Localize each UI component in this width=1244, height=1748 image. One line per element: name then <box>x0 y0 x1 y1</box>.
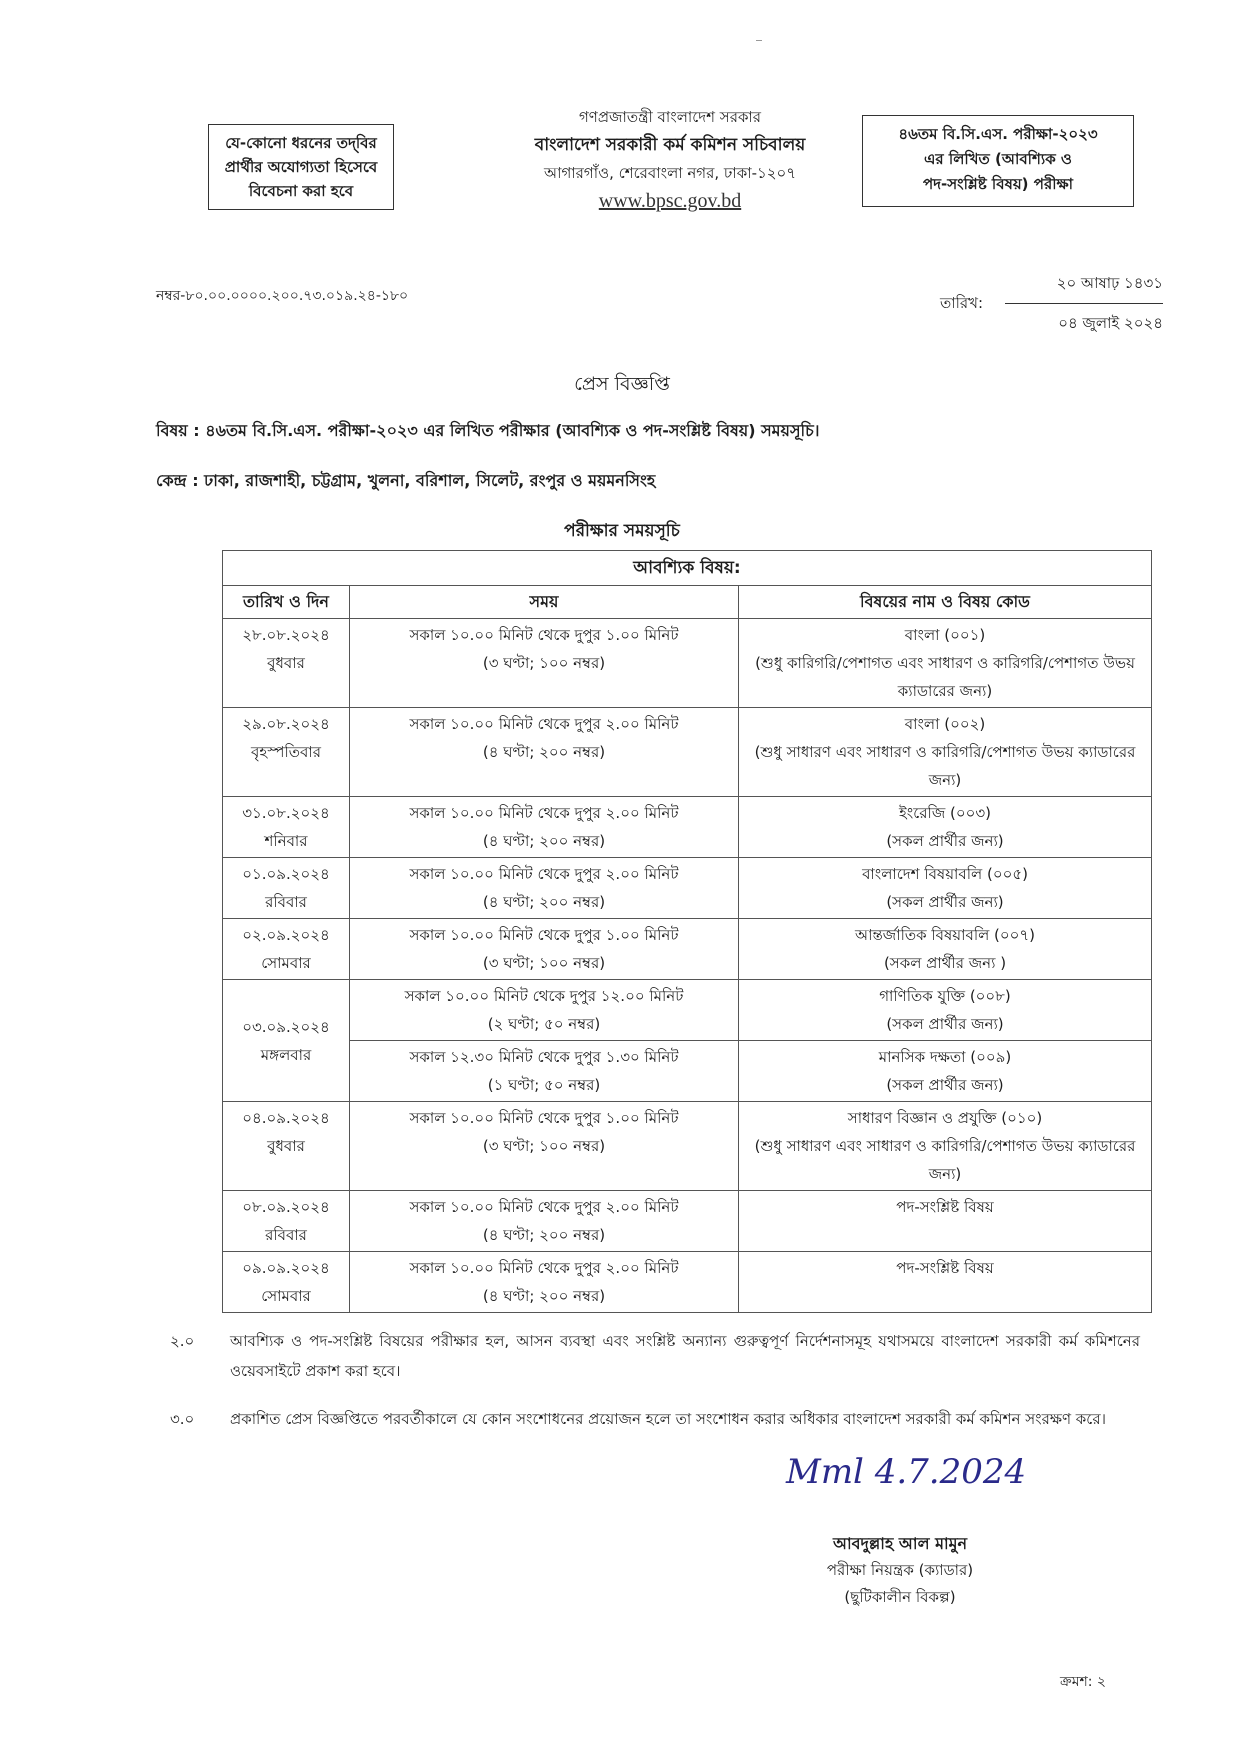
cell-subject <box>739 1102 1152 1191</box>
exam-duration: (৪ ঘণ্টা; ২০০ নম্বর) <box>482 1287 606 1305</box>
exam-time: সকাল ১০.০০ মিনিট থেকে দুপুর ২.০০ মিনিট <box>409 865 679 883</box>
exam-date: ০৯.০৯.২০২৪ <box>242 1259 330 1277</box>
notice-box <box>208 124 394 210</box>
exam-duration: (৪ ঘণ্টা; ২০০ নম্বর) <box>482 893 606 911</box>
cell-time <box>350 797 739 858</box>
exam-date: ০৮.০৯.২০২৪ <box>242 1198 330 1216</box>
cell-date <box>223 858 350 919</box>
subject-name: পদ-সংশ্লিষ্ট বিষয় <box>896 1259 994 1277</box>
exam-day: রবিবার <box>265 1226 307 1244</box>
table-row <box>223 919 1152 980</box>
exam-date: ০৩.০৯.২০২৪ <box>242 1017 330 1036</box>
section-heading: আবশ্যিক বিষয়: <box>223 551 1152 586</box>
exam-day: বুধবার <box>267 1137 305 1155</box>
cell-subject <box>739 797 1152 858</box>
exam-time: সকাল ১০.০০ মিনিট থেকে দুপুর ২.০০ মিনিট <box>409 1198 679 1216</box>
cell-time <box>350 708 739 797</box>
page-title: প্রেস বিজ্ঞপ্তি <box>574 373 670 395</box>
cell-subject <box>739 1191 1152 1252</box>
cell-time <box>350 1102 739 1191</box>
cell-date <box>223 797 350 858</box>
exam-box <box>862 115 1134 207</box>
cell-subject <box>739 1252 1152 1313</box>
cell-subject <box>739 1041 1152 1102</box>
subject-note: (শুধু সাধারণ এবং সাধারণ ও কারিগরি/পেশাগত উভয় ক্যাডারের জন্য) <box>754 743 1136 789</box>
signatory-status: (ছুটিকালীন বিকল্প) <box>844 1588 956 1606</box>
subject-note: (সকল প্রার্থীর জন্য) <box>886 893 1004 911</box>
cell-date <box>223 919 350 980</box>
exam-duration: (৩ ঘণ্টা; ১০০ নম্বর) <box>482 654 606 672</box>
exam-time: সকাল ১০.০০ মিনিট থেকে দুপুর ২.০০ মিনিট <box>409 715 679 733</box>
exam-day: সোমবার <box>261 954 311 972</box>
exam-line: এর লিখিত (আবশ্যিক ও <box>924 150 1072 168</box>
table-row <box>223 1252 1152 1313</box>
cell-date <box>223 1191 350 1252</box>
subject-note: (শুধু কারিগরি/পেশাগত এবং সাধারণ ও কারিগরি/পেশাগত উভয় ক্যাডারের জন্য) <box>755 654 1135 700</box>
exam-time: সকাল ১০.০০ মিনিট থেকে দুপুর ১.০০ মিনিট <box>409 1109 679 1127</box>
exam-date: ২৮.০৮.২০২৪ <box>242 626 330 644</box>
exam-date: ৩১.০৮.২০২৪ <box>242 804 330 822</box>
schedule-table <box>222 550 1152 1313</box>
cell-subject <box>739 919 1152 980</box>
subject-name: বাংলা (০০২) <box>904 715 986 733</box>
signatory-block <box>750 1530 1050 1611</box>
paragraph-number: ২.০ <box>170 1332 195 1350</box>
exam-day: সোমবার <box>261 1287 311 1305</box>
cell-subject <box>739 980 1152 1041</box>
exam-line: ৪৬তম বি.সি.এস. পরীক্ষা-২০২৩ <box>898 125 1098 143</box>
cell-date <box>223 619 350 708</box>
column-header-time: সময় <box>350 586 739 619</box>
cell-time <box>350 919 739 980</box>
subject-name: গাণিতিক যুক্তি (০০৮) <box>879 987 1011 1005</box>
exam-day: মঙ্গলবার <box>260 1045 312 1064</box>
subject-name: ইংরেজি (০০৩) <box>899 804 991 822</box>
org-name: বাংলাদেশ সরকারী কর্ম কমিশন সচিবালয় <box>534 135 806 155</box>
notice-line: যে-কোনো ধরনের তদ্‌বির <box>225 134 377 152</box>
notice-line: বিবেচনা করা হবে <box>248 182 354 200</box>
exam-date: ২৯.০৮.২০২৪ <box>242 715 330 733</box>
signatory-name: আবদুল্লাহ আল মামুন <box>832 1534 968 1553</box>
exam-day: শনিবার <box>264 832 308 850</box>
cell-time <box>350 1041 739 1102</box>
cell-subject <box>739 619 1152 708</box>
exam-time: সকাল ১০.০০ মিনিট থেকে দুপুর ১.০০ মিনিট <box>409 926 679 944</box>
subject-line: বিষয় : ৪৬তম বি.সি.এস. পরীক্ষা-২০২৩ এর লিখিত পরীক্ষার (আবশ্যিক ও পদ-সংশ্লিষ্ট বিষয়) সময়সূচি। <box>156 421 820 440</box>
memo-number: নম্বর-৮০.০০.০০০০.২০০.৭৩.০১৯.২৪-১৮০ <box>156 288 409 304</box>
letterhead <box>470 104 870 216</box>
cell-time <box>350 619 739 708</box>
table-row <box>223 980 1152 1041</box>
exam-day: বৃহস্পতিবার <box>251 743 321 761</box>
org-address: আগারগাঁও, শেরেবাংলা নগর, ঢাকা-১২০৭ <box>543 164 797 182</box>
exam-time: সকাল ১০.০০ মিনিট থেকে দুপুর ২.০০ মিনিট <box>409 804 679 822</box>
table-row <box>223 1041 1152 1102</box>
exam-date: ০২.০৯.২০২৪ <box>242 926 330 944</box>
subject-name: আন্তর্জাতিক বিষয়াবলি (০০৭) <box>854 926 1036 944</box>
cell-date <box>223 1252 350 1313</box>
centers-line: কেন্দ্র : ঢাকা, রাজশাহী, চট্টগ্রাম, খুলনা, বরিশাল, সিলেট, রংপুর ও ময়মনসিংহ <box>156 471 656 490</box>
schedule-title: পরীক্ষার সময়সূচি <box>564 521 680 541</box>
table-row <box>223 1191 1152 1252</box>
subject-name: বাংলাদেশ বিষয়াবলি (০০৫) <box>862 865 1028 883</box>
date-english: ০৪ জুলাই ২০২৪ <box>1058 314 1163 332</box>
exam-duration: (৪ ঘণ্টা; ২০০ নম্বর) <box>482 743 606 761</box>
exam-line: পদ-সংশ্লিষ্ট বিষয়) পরীক্ষা <box>922 175 1073 193</box>
table-row <box>223 797 1152 858</box>
exam-duration: (২ ঘণ্টা; ৫০ নম্বর) <box>487 1015 601 1033</box>
column-header-subject: বিষয়ের নাম ও বিষয় কোড <box>739 586 1152 619</box>
exam-duration: (১ ঘণ্টা; ৫০ নম্বর) <box>487 1076 601 1094</box>
date-label: তারিখ: <box>940 294 984 312</box>
column-header-date: তারিখ ও দিন <box>223 586 350 619</box>
table-row <box>223 619 1152 708</box>
subject-name: মানসিক দক্ষতা (০০৯) <box>878 1048 1012 1066</box>
exam-day: বুধবার <box>267 654 305 672</box>
paragraph-text: আবশ্যিক ও পদ-সংশ্লিষ্ট বিষয়ের পরীক্ষার হল, আসন ব্যবস্থা এবং সংশ্লিষ্ট অন্যান্য গুরুত্বপূর্ণ নির্দেশনাসমূহ যথাসময়ে বাংলাদেশ সরকারী কর্ম কমিশনের ওয়েবসাইটে প্রকাশ করা হবে। <box>230 1332 1140 1380</box>
paragraph-2 <box>170 1326 1140 1386</box>
cell-time <box>350 980 739 1041</box>
cell-subject <box>739 858 1152 919</box>
date-bangla: ২০ আষাঢ় ১৪৩১ <box>1005 272 1163 304</box>
exam-day: রবিবার <box>265 893 307 911</box>
exam-duration: (৪ ঘণ্টা; ২০০ নম্বর) <box>482 832 606 850</box>
paragraph-text: প্রকাশিত প্রেস বিজ্ঞপ্তিতে পরবর্তীকালে যে কোন সংশোধনের প্রয়োজন হলে তা সংশোধন করার অধিকার বাংলাদেশ সরকারী কর্ম কমিশন সংরক্ষণ করে। <box>230 1410 1106 1428</box>
subject-note: (সকল প্রার্থীর জন্য ) <box>883 954 1007 972</box>
exam-date: ০৪.০৯.২০২৪ <box>242 1109 330 1127</box>
exam-duration: (৪ ঘণ্টা; ২০০ নম্বর) <box>482 1226 606 1244</box>
date-block <box>1005 272 1163 337</box>
exam-time: সকাল ১০.০০ মিনিট থেকে দুপুর ১.০০ মিনিট <box>409 626 679 644</box>
notice-line: প্রার্থীর অযোগ্যতা হিসেবে <box>224 158 378 176</box>
cell-date <box>223 980 350 1102</box>
subject-name: পদ-সংশ্লিষ্ট বিষয় <box>896 1198 994 1216</box>
exam-duration: (৩ ঘণ্টা; ১০০ নম্বর) <box>482 1137 606 1155</box>
cell-date <box>223 1102 350 1191</box>
signatory-designation: পরীক্ষা নিয়ন্ত্রক (ক্যাডার) <box>826 1561 974 1579</box>
exam-time: সকাল ১০.০০ মিনিট থেকে দুপুর ২.০০ মিনিট <box>409 1259 679 1277</box>
exam-date: ০১.০৯.২০২৪ <box>242 865 330 883</box>
cell-time <box>350 858 739 919</box>
website-link[interactable]: www.bpsc.gov.bd <box>598 190 742 212</box>
cell-subject <box>739 708 1152 797</box>
subject-name: বাংলা (০০১) <box>904 626 986 644</box>
subject-note: (শুধু সাধারণ এবং সাধারণ ও কারিগরি/পেশাগত উভয় ক্যাডারের জন্য) <box>754 1137 1136 1183</box>
handwritten-signature: Mml 4.7.2024 <box>786 1452 1027 1492</box>
paragraph-number: ৩.০ <box>170 1410 195 1428</box>
exam-time: সকাল ১০.০০ মিনিট থেকে দুপুর ১২.০০ মিনিট <box>404 987 684 1005</box>
table-row <box>223 1102 1152 1191</box>
cell-time <box>350 1252 739 1313</box>
govt-name: গণপ্রজাতন্ত্রী বাংলাদেশ সরকার <box>578 108 762 126</box>
continued-marker: ক্রমশ: ২ <box>1060 1674 1107 1690</box>
exam-duration: (৩ ঘণ্টা; ১০০ নম্বর) <box>482 954 606 972</box>
cell-time <box>350 1191 739 1252</box>
table-row <box>223 708 1152 797</box>
cell-date <box>223 708 350 797</box>
exam-time: সকাল ১২.৩০ মিনিট থেকে দুপুর ১.৩০ মিনিট <box>409 1048 679 1066</box>
subject-note: (সকল প্রার্থীর জন্য) <box>886 832 1004 850</box>
subject-note: (সকল প্রার্থীর জন্য) <box>886 1076 1004 1094</box>
paragraph-3 <box>170 1404 1140 1434</box>
table-row <box>223 858 1152 919</box>
scan-mark <box>756 40 762 41</box>
subject-note: (সকল প্রার্থীর জন্য) <box>886 1015 1004 1033</box>
subject-name: সাধারণ বিজ্ঞান ও প্রযুক্তি (০১০) <box>847 1109 1043 1127</box>
